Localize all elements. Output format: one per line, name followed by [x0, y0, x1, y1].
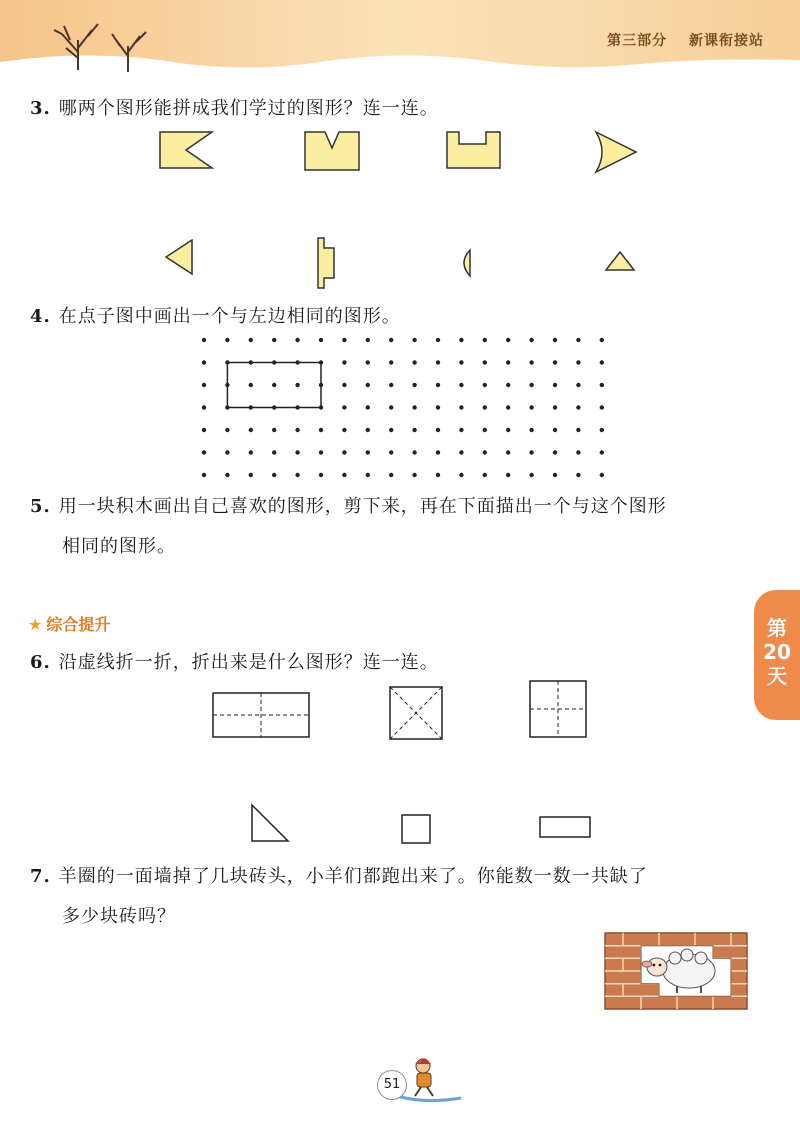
- grid-dot[interactable]: [366, 405, 370, 409]
- grid-dot[interactable]: [366, 360, 370, 364]
- question-3: [30, 94, 439, 120]
- grid-dot[interactable]: [389, 428, 393, 432]
- question-number: 4.: [30, 306, 51, 327]
- grid-dot[interactable]: [483, 450, 487, 454]
- day-tab: [754, 590, 800, 720]
- grid-dot[interactable]: [412, 405, 416, 409]
- shape-semicircle[interactable]: [464, 250, 470, 276]
- answer-right-triangle[interactable]: [252, 805, 288, 841]
- grid-dot[interactable]: [483, 428, 487, 432]
- grid-dot[interactable]: [342, 338, 346, 342]
- grid-dot[interactable]: [342, 450, 346, 454]
- grid-dot[interactable]: [459, 383, 463, 387]
- grid-dot[interactable]: [225, 473, 229, 477]
- header-column: 新课衔接站: [689, 33, 764, 49]
- grid-dot[interactable]: [529, 360, 533, 364]
- grid-dot[interactable]: [506, 338, 510, 342]
- answer-rectangle[interactable]: [540, 817, 590, 837]
- question-5: [30, 492, 667, 518]
- grid-dot[interactable]: [249, 428, 253, 432]
- grid-dot[interactable]: [553, 473, 557, 477]
- grid-dot[interactable]: [529, 383, 533, 387]
- grid-dot[interactable]: [553, 450, 557, 454]
- grid-dot[interactable]: [342, 360, 346, 364]
- shape-u-notch-rectangle[interactable]: [447, 132, 500, 168]
- grid-dot[interactable]: [600, 360, 604, 364]
- grid-dot[interactable]: [412, 450, 416, 454]
- grid-dot[interactable]: [366, 383, 370, 387]
- section-title: [28, 612, 110, 635]
- grid-dot[interactable]: [272, 473, 276, 477]
- grid-dot[interactable]: [483, 405, 487, 409]
- star-icon: ★: [28, 615, 43, 634]
- grid-dot[interactable]: [529, 405, 533, 409]
- grid-dot[interactable]: [506, 450, 510, 454]
- grid-dot[interactable]: [202, 338, 206, 342]
- question-5-cont: 相同的图形。: [62, 536, 176, 557]
- question-number: 5.: [30, 496, 51, 517]
- question-text: 用一块积木画出自己喜欢的图形，剪下来，再在下面描出一个与这个图形: [58, 496, 667, 517]
- grid-dot[interactable]: [459, 473, 463, 477]
- grid-dot[interactable]: [600, 338, 604, 342]
- grid-dot[interactable]: [553, 338, 557, 342]
- dot-grid: [0, 330, 800, 490]
- question-7-cont: 多少块砖吗？: [62, 906, 176, 927]
- grid-dot[interactable]: [436, 338, 440, 342]
- grid-dot[interactable]: [576, 405, 580, 409]
- section-title-text: 综合提升: [46, 615, 111, 634]
- question-text: 在点子图中画出一个与左边相同的图形。: [58, 306, 401, 327]
- shape-notched-rectangle[interactable]: [160, 132, 212, 168]
- grid-dot[interactable]: [249, 473, 253, 477]
- grid-dot[interactable]: [459, 338, 463, 342]
- grid-dot[interactable]: [202, 428, 206, 432]
- q6-shapes: [0, 675, 800, 850]
- grid-dot[interactable]: [483, 473, 487, 477]
- day-tab-line3: 天: [767, 664, 787, 688]
- question-number: 6.: [30, 652, 51, 673]
- grid-dot[interactable]: [366, 450, 370, 454]
- shape-small-triangle[interactable]: [606, 252, 634, 270]
- shape-left-triangle[interactable]: [166, 240, 192, 274]
- grid-dot[interactable]: [483, 360, 487, 364]
- grid-dot[interactable]: [225, 428, 229, 432]
- grid-dot[interactable]: [529, 428, 533, 432]
- grid-dot[interactable]: [202, 473, 206, 477]
- question-7: [30, 862, 648, 888]
- grid-dot[interactable]: [553, 360, 557, 364]
- grid-dot[interactable]: [576, 450, 580, 454]
- grid-dot[interactable]: [342, 428, 346, 432]
- grid-dot[interactable]: [459, 428, 463, 432]
- grid-dot[interactable]: [225, 450, 229, 454]
- grid-dot[interactable]: [553, 405, 557, 409]
- day-tab-line1: 第: [767, 616, 787, 640]
- grid-dot[interactable]: [366, 473, 370, 477]
- grid-dot[interactable]: [529, 338, 533, 342]
- grid-dot[interactable]: [600, 383, 604, 387]
- header-title: [591, 30, 764, 50]
- grid-dot[interactable]: [436, 405, 440, 409]
- grid-dot[interactable]: [506, 383, 510, 387]
- grid-dot[interactable]: [412, 383, 416, 387]
- grid-dot[interactable]: [319, 450, 323, 454]
- grid-dot[interactable]: [436, 473, 440, 477]
- grid-dot[interactable]: [295, 338, 299, 342]
- grid-dot[interactable]: [506, 360, 510, 364]
- grid-dot[interactable]: [412, 428, 416, 432]
- grid-dot[interactable]: [553, 428, 557, 432]
- grid-dot[interactable]: [412, 473, 416, 477]
- grid-dot[interactable]: [342, 405, 346, 409]
- grid-dot[interactable]: [272, 338, 276, 342]
- grid-dot[interactable]: [272, 450, 276, 454]
- grid-dot[interactable]: [366, 338, 370, 342]
- grid-dot[interactable]: [553, 383, 557, 387]
- q3-shapes: [0, 120, 800, 290]
- grid-dot[interactable]: [389, 405, 393, 409]
- grid-dot[interactable]: [529, 450, 533, 454]
- grid-dot[interactable]: [600, 428, 604, 432]
- grid-dot[interactable]: [319, 338, 323, 342]
- shape-curved-triangle[interactable]: [596, 132, 636, 172]
- grid-dot[interactable]: [436, 428, 440, 432]
- brick-wall: [605, 933, 747, 1009]
- header-banner: [0, 0, 800, 95]
- page-number: 51: [377, 1070, 407, 1100]
- grid-dot[interactable]: [202, 383, 206, 387]
- grid-dot[interactable]: [483, 338, 487, 342]
- grid-dot[interactable]: [389, 450, 393, 454]
- grid-dot[interactable]: [412, 338, 416, 342]
- grid-dot[interactable]: [529, 473, 533, 477]
- grid-dot[interactable]: [389, 383, 393, 387]
- grid-dot[interactable]: [202, 360, 206, 364]
- grid-dot[interactable]: [506, 473, 510, 477]
- grid-dot[interactable]: [202, 405, 206, 409]
- grid-dot[interactable]: [319, 473, 323, 477]
- grid-dot[interactable]: [412, 360, 416, 364]
- grid-dot[interactable]: [272, 383, 276, 387]
- grid-dot[interactable]: [389, 338, 393, 342]
- grid-dot[interactable]: [576, 338, 580, 342]
- grid-dot[interactable]: [483, 383, 487, 387]
- shape-v-notch-rectangle[interactable]: [305, 132, 359, 170]
- grid-dot[interactable]: [436, 360, 440, 364]
- grid-dot[interactable]: [389, 473, 393, 477]
- grid-dot[interactable]: [272, 428, 276, 432]
- shape-tab-rectangle[interactable]: [318, 238, 334, 288]
- grid-dot[interactable]: [436, 383, 440, 387]
- grid-dot[interactable]: [295, 428, 299, 432]
- grid-dot[interactable]: [600, 450, 604, 454]
- header-part: 第三部分: [607, 33, 668, 49]
- grid-dot[interactable]: [506, 405, 510, 409]
- question-text: 哪两个图形能拼成我们学过的图形？连一连。: [58, 98, 439, 119]
- grid-dot[interactable]: [366, 428, 370, 432]
- grid-dot[interactable]: [459, 450, 463, 454]
- grid-dot[interactable]: [249, 383, 253, 387]
- grid-dot[interactable]: [295, 450, 299, 454]
- grid-dot[interactable]: [576, 383, 580, 387]
- grid-dot[interactable]: [249, 450, 253, 454]
- grid-dot[interactable]: [459, 360, 463, 364]
- question-text: 羊圈的一面墙掉了几块砖头，小羊们都跑出来了。你能数一数一共缺了: [58, 866, 648, 887]
- day-tab-line2: 20: [763, 640, 791, 664]
- question-text: 沿虚线折一折，折出来是什么图形？连一连。: [58, 652, 439, 673]
- grid-dot[interactable]: [342, 383, 346, 387]
- question-number: 7.: [30, 866, 51, 887]
- grid-dot[interactable]: [389, 360, 393, 364]
- grid-dot[interactable]: [295, 473, 299, 477]
- grid-dot[interactable]: [319, 428, 323, 432]
- grid-dot[interactable]: [459, 405, 463, 409]
- grid-dot[interactable]: [576, 428, 580, 432]
- question-number: 3.: [30, 98, 51, 119]
- grid-dot[interactable]: [600, 473, 604, 477]
- grid-dot[interactable]: [225, 338, 229, 342]
- grid-dot[interactable]: [249, 338, 253, 342]
- grid-dot[interactable]: [576, 360, 580, 364]
- grid-dot[interactable]: [202, 450, 206, 454]
- question-6: [30, 648, 439, 674]
- answer-small-square[interactable]: [402, 815, 430, 843]
- grid-dot[interactable]: [506, 428, 510, 432]
- grid-dot[interactable]: [436, 450, 440, 454]
- grid-dot[interactable]: [342, 473, 346, 477]
- grid-dot[interactable]: [600, 405, 604, 409]
- grid-dot[interactable]: [576, 473, 580, 477]
- question-4: [30, 302, 401, 328]
- grid-dot[interactable]: [295, 383, 299, 387]
